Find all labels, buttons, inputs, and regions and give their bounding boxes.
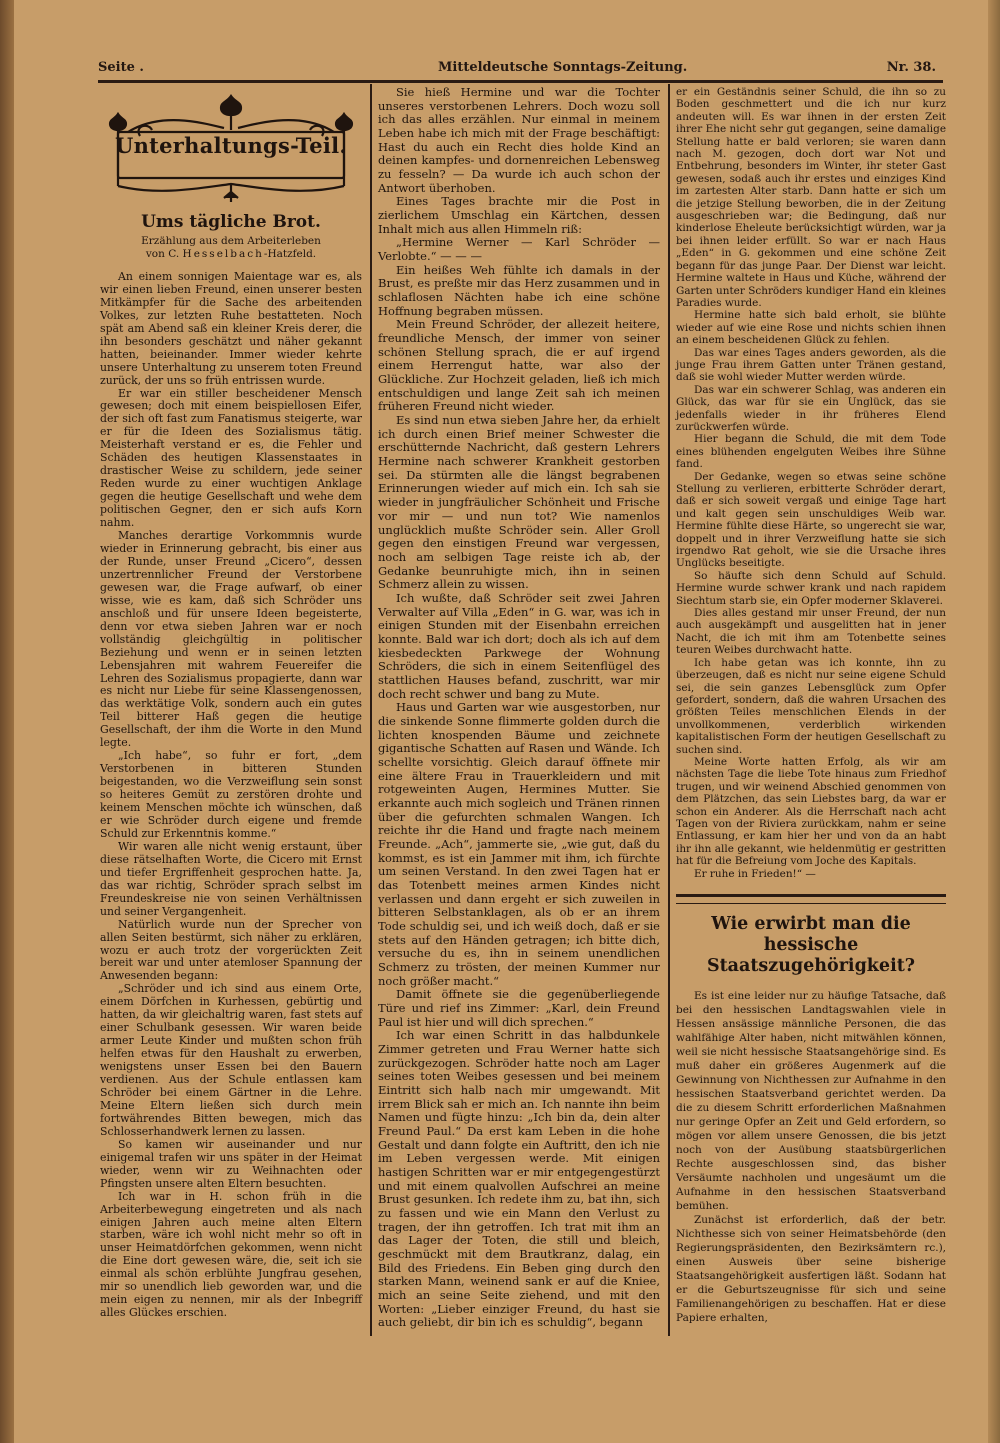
paragraph: Er war ein stiller bescheidener Mensch gewesen; doch mit einem beispiellosen Eifer, der sich oft fast zum Fanatismus steigerte, war er für die Ideen des Sozialismus tätig. Meisterhaft verstand er es, die Fehler und Schäden des heutigen Klassenstaates in drastischer Weise zu schildern, jede seiner Reden wurde zu einer wuchtigen Anklage gegen die heutige Gesellschaft und wehe dem politischen Gegner, den er sich aufs Korn nahm.	[100, 386, 362, 530]
paragraph: Es sind nun etwa sieben Jahre her, da erhielt ich durch einen Brief meiner Schwester die erschütternde Nachricht, daß gestern Lehrers Hermine nach schwerer Krankheit gestorben sei. Da stürmten alle die längst begrabenen Erinnerungen wieder auf mich ein. Ich sah sie wieder in jungfräulicher Schönheit und Frische vor mir — und nun tot? Wie namenlos unglücklich mußte Schröder sein. Aller Groll gegen den einstigen Freund war vergessen, noch am selbigen Tage reiste ich ab, der Gedanke beunruhigte mich, ihn in seinen Schmerz allein zu wissen.	[378, 413, 660, 592]
binding-spine	[0, 0, 14, 1443]
story-byline-prefix: von C.	[145, 247, 183, 260]
paragraph: An einem sonnigen Maientage war es, als wir einen lieben Freund, einen unserer besten Mitkämpfer für die Sache des arbeitenden Volkes, zur letzten Ruhe bestatteten. Noch spät am Abend saß ein kleiner Kreis derer, die ihn besonders geschätzt und näher gekannt hatten, beieinander. Immer wieder kehrte unsere Unterhaltung zu unserem toten Freund zurück, der uns so früh entrissen wurde.	[100, 269, 362, 387]
column-rule	[668, 84, 670, 1336]
page-number-label: Seite .	[98, 60, 144, 75]
paragraph: Ein heißes Weh fühlte ich damals in der Brust, es preßte mir das Herz zusammen und in schlaflosen Nächten habe ich eine schöne Hoffnung begraben müssen.	[378, 262, 660, 318]
story-subtitle-line1: Erzählung aus dem Arbeiterleben	[141, 234, 321, 247]
paragraph: Damit öffnete sie die gegenüberliegende Türe und rief ins Zimmer: „Karl, dein Freund Paul ist hier und will dich sprechen.“	[378, 987, 660, 1029]
paragraph: Der Gedanke, wegen so etwas seine schöne Stellung zu verlieren, erbitterte Schröder derart, daß er sich soweit vergaß und einige Tage hart und kalt gegen sein unschuldiges Weib war. Hermine fühlte diese Härte, so ungerecht sie war, doppelt und in ihrer Verzweiflung hatte sie sich irgendwo Rat geholt, wie sie die Ursache ihres Unglücks beseitigte.	[676, 470, 946, 570]
paragraph: Ich wußte, daß Schröder seit zwei Jahren Verwalter auf Villa „Eden“ in G. war, was ich in einigen Stunden mit der Eisenbahn erreichen konnte. Bald war ich dort; doch als ich auf dem kiesbedeckten Parkwege der Wohnung Schröders, die sich in einem Seitenflügel des stattlichen Hauses befand, zuschritt, war mir doch recht schwer und bang zu Mute.	[378, 590, 660, 701]
article-heading: Wie erwirbt man die hessische Staatszugehörigkeit?	[706, 914, 916, 976]
paragraph: Natürlich wurde nun der Sprecher von allen Seiten bestürmt, sich näher zu erklären, wozu er auch trotz der vorgerückten Zeit bereit war und unter atemloser Spannung der Anwesenden begann:	[100, 917, 362, 983]
paragraph: er ein Geständnis seiner Schuld, die ihn so zu Boden geschmettert und die ich nur kurz andeuten will. Es war ihnen in der ersten Zeit ihrer Ehe nicht sehr gut gegangen, seine damalige Stellung hatte er bald verloren; sie waren dann nach M. gezogen, doch dort war Not und Entbehrung, besonders im Winter, ihr steter Gast gewesen, sodaß auch ihr erstes und einziges Kind im zartesten Alter starb. Dann hatte er sich um die jetzige Stellung beworben, die in der Zeitung ausgeschrieben war; die Bedingung, daß nur kinderlose Eheleute berücksichtigt würden, war ja bei ihnen leider erfüllt. So war er nach Haus „Eden“ in G. gekommen und eine schöne Zeit begann für das junge Paar. Der Dienst war leicht. Hermine waltete in Haus und Küche, während der Garten unter Schröders kundiger Hand ein kleines Paradies wurde.	[676, 86, 946, 309]
section-divider	[676, 894, 946, 897]
story-byline-suffix: -Hatzfeld.	[263, 247, 317, 260]
column-3	[676, 86, 946, 1325]
paragraph: Ich war in H. schon früh in die Arbeiterbewegung eingetreten und als nach einigen Jahren auch meine alten Eltern starben, wäre ich wohl nicht mehr so oft in unser Heimatdörfchen gekommen, wenn nicht die Eine dort gewesen wäre, die, seit ich sie einmal als schön erblühte Jungfrau gesehen, mir so unendlich lieb geworden war, und die mein eigen zu nennen, mir als der Inbegriff alles Glückes erschien.	[100, 1189, 362, 1320]
paragraph: Haus und Garten war wie ausgestorben, nur die sinkende Sonne flimmerte golden durch die lichten knospenden Bäume und zeichnete gigantische Schatten auf Rasen und Wände. Ich schellte vorsichtig. Gleich darauf öffnete mir eine ältere Frau in Trauerkleidern und mit rotgeweinten Augen, Hermines Mutter. Sie erkannte auch mich sogleich und Tränen rinnen über die gefurchten schmalen Wangen. Ich reichte ihr die Hand und fragte nach meinem Freunde. „Ach“, jammerte sie, „wie gut, daß du kommst, es ist ein Jammer mit ihm, ich fürchte um seinen Verstand. In den zwei Tagen hat er das Totenbett meines armen Kindes nicht verlassen und dann ergeht er sich zuweilen in bitteren Selbstanklagen, als ob er an ihrem Tode schuldig sei, und ich weiß doch, daß er sie stets auf den Händen getragen; ich bitte dich, versuche du es, ihn in seinem unendlichen Schmerz zu trösten, der meinen Kummer nur noch größer macht.“	[378, 700, 660, 988]
story-author: Hesselbach	[182, 247, 264, 260]
paragraph: Dies alles gestand mir unser Freund, der nun auch ausgekämpft und ausgelitten hat in jener Nacht, die ich mit ihm am Totenbette seines teuren Weibes durchwacht hatte.	[676, 607, 946, 657]
paragraph: Hermine hatte sich bald erholt, sie blühte wieder auf wie eine Rose und nichts schien ihnen an einem bescheidenen Glück zu fehlen.	[676, 309, 946, 347]
paragraph: Wir waren alle nicht wenig erstaunt, über diese rätselhaften Worte, die Cicero mit Ernst und tiefer Ergriffenheit gesprochen hatte. Ja, das war richtig, Schröder sprach selbst im Freundeskreise nie von seinen Verhältnissen und seiner Vergangenheit.	[100, 839, 362, 918]
newspaper-name: Mitteldeutsche Sonntags-Zeitung.	[438, 60, 688, 75]
column-1	[100, 92, 362, 1320]
page-edge	[988, 0, 1000, 1443]
story-subtitle	[100, 235, 362, 261]
section-divider-thin	[676, 903, 946, 904]
paragraph: Manches derartige Vorkommnis wurde wieder in Erinnerung gebracht, bis einer aus der Runde, unser Freund „Cicero“, dessen unzertrennlicher Freund der Verstorbene gewesen war, die Frage aufwarf, ob einer wisse, wie es kam, daß sich Schröder uns anschloß und für unsere Ideen begeisterte, denn vor etwa sieben Jahren war er noch vollständig gleichgültig in politischer Beziehung und wenn er in seinen letzten Lebensjahren mit wahrem Feuereifer die Lehren des Sozialismus propagierte, dann war es nicht nur Liebe für seine Klassengenossen, das werktätige Volk, sondern auch ein gutes Teil bitterer Haß gegen die heutige Gesellschaft, der ihm die Worte in den Mund legte.	[100, 529, 362, 750]
section-banner	[100, 92, 362, 204]
paragraph: „Schröder und ich sind aus einem Orte, einem Dörfchen in Kurhessen, gebürtig und hatten, da wir gleichaltrig waren, fast stets auf einer Schulbank gesessen. Wir waren beide armer Leute Kinder und mußten schon früh helfen etwas für den Haushalt zu erwerben, wenigstens unser Essen bei den Bauern verdienen. Aus der Schule entlassen kam Schröder bei einem Gärtner in die Lehre. Meine Eltern ließen sich durch mein fortwährendes Bitten bewegen, mich das Schlosserhandwerk lernen zu lassen.	[100, 982, 362, 1138]
paragraph: Mein Freund Schröder, der allezeit heitere, freundliche Mensch, der immer von seiner schönen Stellung sprach, die er auf irgend einem Herrengut hatte, war also der Glückliche. Zur Hochzeit geladen, ließ ich mich entschuldigen und lange Zeit sah ich meinen früheren Freund nicht wieder.	[378, 317, 660, 414]
paragraph: Meine Worte hatten Erfolg, als wir am nächsten Tage die liebe Tote hinaus zum Friedhof trugen, und wir weinend Abschied genommen von dem Plätzchen, das sein Liebstes barg, da war er schon ein Anderer. Als die Herrschaft nach acht Tagen von der Riviera zurückkam, nahm er seine Entlassung, er kam hier her und von da an habt ihr ihn alle gekannt, wie heldenmütig er gestritten hat für die Befreiung vom Joche des Kapitals.	[676, 755, 946, 868]
paragraph: „Ich habe“, so fuhr er fort, „dem Verstorbenen in bitteren Stunden beigestanden, wo die Verzweiflung sein sonst so heiteres Gemüt zu zerstören drohte und keinem Menschen möchte ich wünschen, daß er wie Schröder durch eigene und fremde Schuld zur Erkenntnis komme.“	[100, 749, 362, 840]
issue-number: Nr. 38.	[886, 60, 936, 75]
paragraph: So häufte sich denn Schuld auf Schuld. Hermine wurde schwer krank und nach rapidem Siechtum starb sie, ein Opfer moderner Sklaverei.	[676, 569, 946, 607]
paragraph: Eines Tages brachte mir die Post in zierlichem Umschlag ein Kärtchen, dessen Inhalt mich aus allen Himmeln riß:	[378, 194, 660, 236]
paragraph: Sie hieß Hermine und war die Tochter unseres verstorbenen Lehrers. Doch wozu soll ich das alles erzählen. Nur einmal in meinem Leben habe ich mich mit der Frage beschäftigt: Hast du auch ein Recht dies holde Kind an deinen kampfes- und dornenreichen Lebensweg zu fesseln? — Da wurde ich auch schon der Antwort überhoben.	[378, 85, 660, 195]
paragraph: Hier begann die Schuld, die mit dem Tode eines blühenden engelguten Weibes ihre Sühne fand.	[676, 433, 946, 471]
paragraph: Es ist eine leider nur zu häufige Tatsache, daß bei den hessischen Landtagswahlen viele in Hessen ansässige männliche Personen, die das wahlfähige Alter haben, nicht mitwählen können, weil sie nicht hessische Staatsangehörige sind. Es muß daher ein größeres Augenmerk auf die Gewinnung von Nichthessen zur Aufnahme in den hessischen Staatsverband gerichtet werden. Da die zu diesem Schritt erforderlichen Maßnahmen nur geringe Opfer an Zeit und Geld erfordern, so mögen vor allem unsere Genossen, die bis jetzt noch von der Ausübung staatsbürgerlichen Rechte ausgeschlossen sind, das bisher Versäumte nachholen und ungesäumt um die Aufnahme in den hessischen Staatsverband bemühen.	[676, 990, 946, 1212]
column-2	[378, 86, 660, 1330]
paragraph: Ich war einen Schritt in das halbdunkele Zimmer getreten und Frau Werner hatte sich zurückgezogen. Schröder hatte noch am Lager seines toten Weibes gesessen und bei meinem Eintritt sich halb nach mir umgewandt. Mit irrem Blick sah er mich an. Ich nannte ihn beim Namen und fügte hinzu: „Ich bin da, dein alter Freund Paul.“ Da erst kam Leben in die hohe Gestalt und dann folgte ein Auftritt, den ich nie im Leben vergessen werde. Mit einigen hastigen Schritten war er mir entgegengestürzt und mit einem qualvollen Aufschrei an meine Brust gesunken. Ich redete ihm zu, bat ihn, sich zu fassen und wie ein Mann den Verlust zu tragen, der ihn getroffen. Ich trat mit ihm an das Lager der Toten, die still und bleich, geschmückt mit dem Brautkranz, dalag, ein Bild des Friedens. Ein Beben ging durch den starken Mann, weinend sank er auf die Kniee, mich an seine Seite ziehend, und mit den Worten: „Lieber einziger Freund, du hast sie auch geliebt, dir bin ich es schuldig“, begann	[378, 1028, 660, 1330]
column-rule	[370, 84, 372, 1336]
paragraph: Ich habe getan was ich konnte, ihn zu überzeugen, daß es nicht nur seine eigene Schuld sei, die sein ganzes Lebensglück zum Opfer gefordert, sondern, daß die wahren Ursachen des größten Teiles menschlichen Elends in der unvollkommenen, verderblich wirkenden kapitalistischen Form der heutigen Gesellschaft zu suchen sind.	[676, 656, 946, 756]
story-title: Ums tägliche Brot.	[141, 212, 321, 232]
paragraph: Er ruhe in Frieden!“ —	[694, 867, 816, 880]
paragraph: So kamen wir auseinander und nur einigemal trafen wir uns später in der Heimat wieder, wenn wir zu Weihnachten oder Pfingsten unsere alten Eltern besuchten.	[100, 1137, 362, 1190]
header-rule	[98, 80, 943, 83]
paragraph: Das war ein schwerer Schlag, was anderen ein Glück, das war für sie ein Unglück, das sie jedenfalls wieder in ihr früheres Elend zurückwerfen würde.	[676, 383, 946, 433]
paragraph: Das war eines Tages anders geworden, als die junge Frau ihrem Gatten unter Tränen gestand, daß sie wohl wieder Mutter werden würde.	[676, 346, 946, 384]
paragraph: Zunächst ist erforderlich, daß der betr. Nichthesse sich von seiner Heimatsbehörde (den Regierungspräsidenten, den Bezirksämtern rc.), einen Ausweis über seine bisherige Staatsangehörigkeit ausfertigen läßt. Sodann hat er die Geburtszeugnisse für sich und seine Familienangehörigen zu beschaffen. Hat er diese Papiere erhalten,	[676, 1214, 946, 1324]
section-title: Unterhaltungs-Teil.	[114, 133, 348, 158]
paragraph: „Hermine Werner — Karl Schröder — Verlobte.“ — — —	[378, 235, 660, 264]
page-header	[98, 56, 936, 80]
